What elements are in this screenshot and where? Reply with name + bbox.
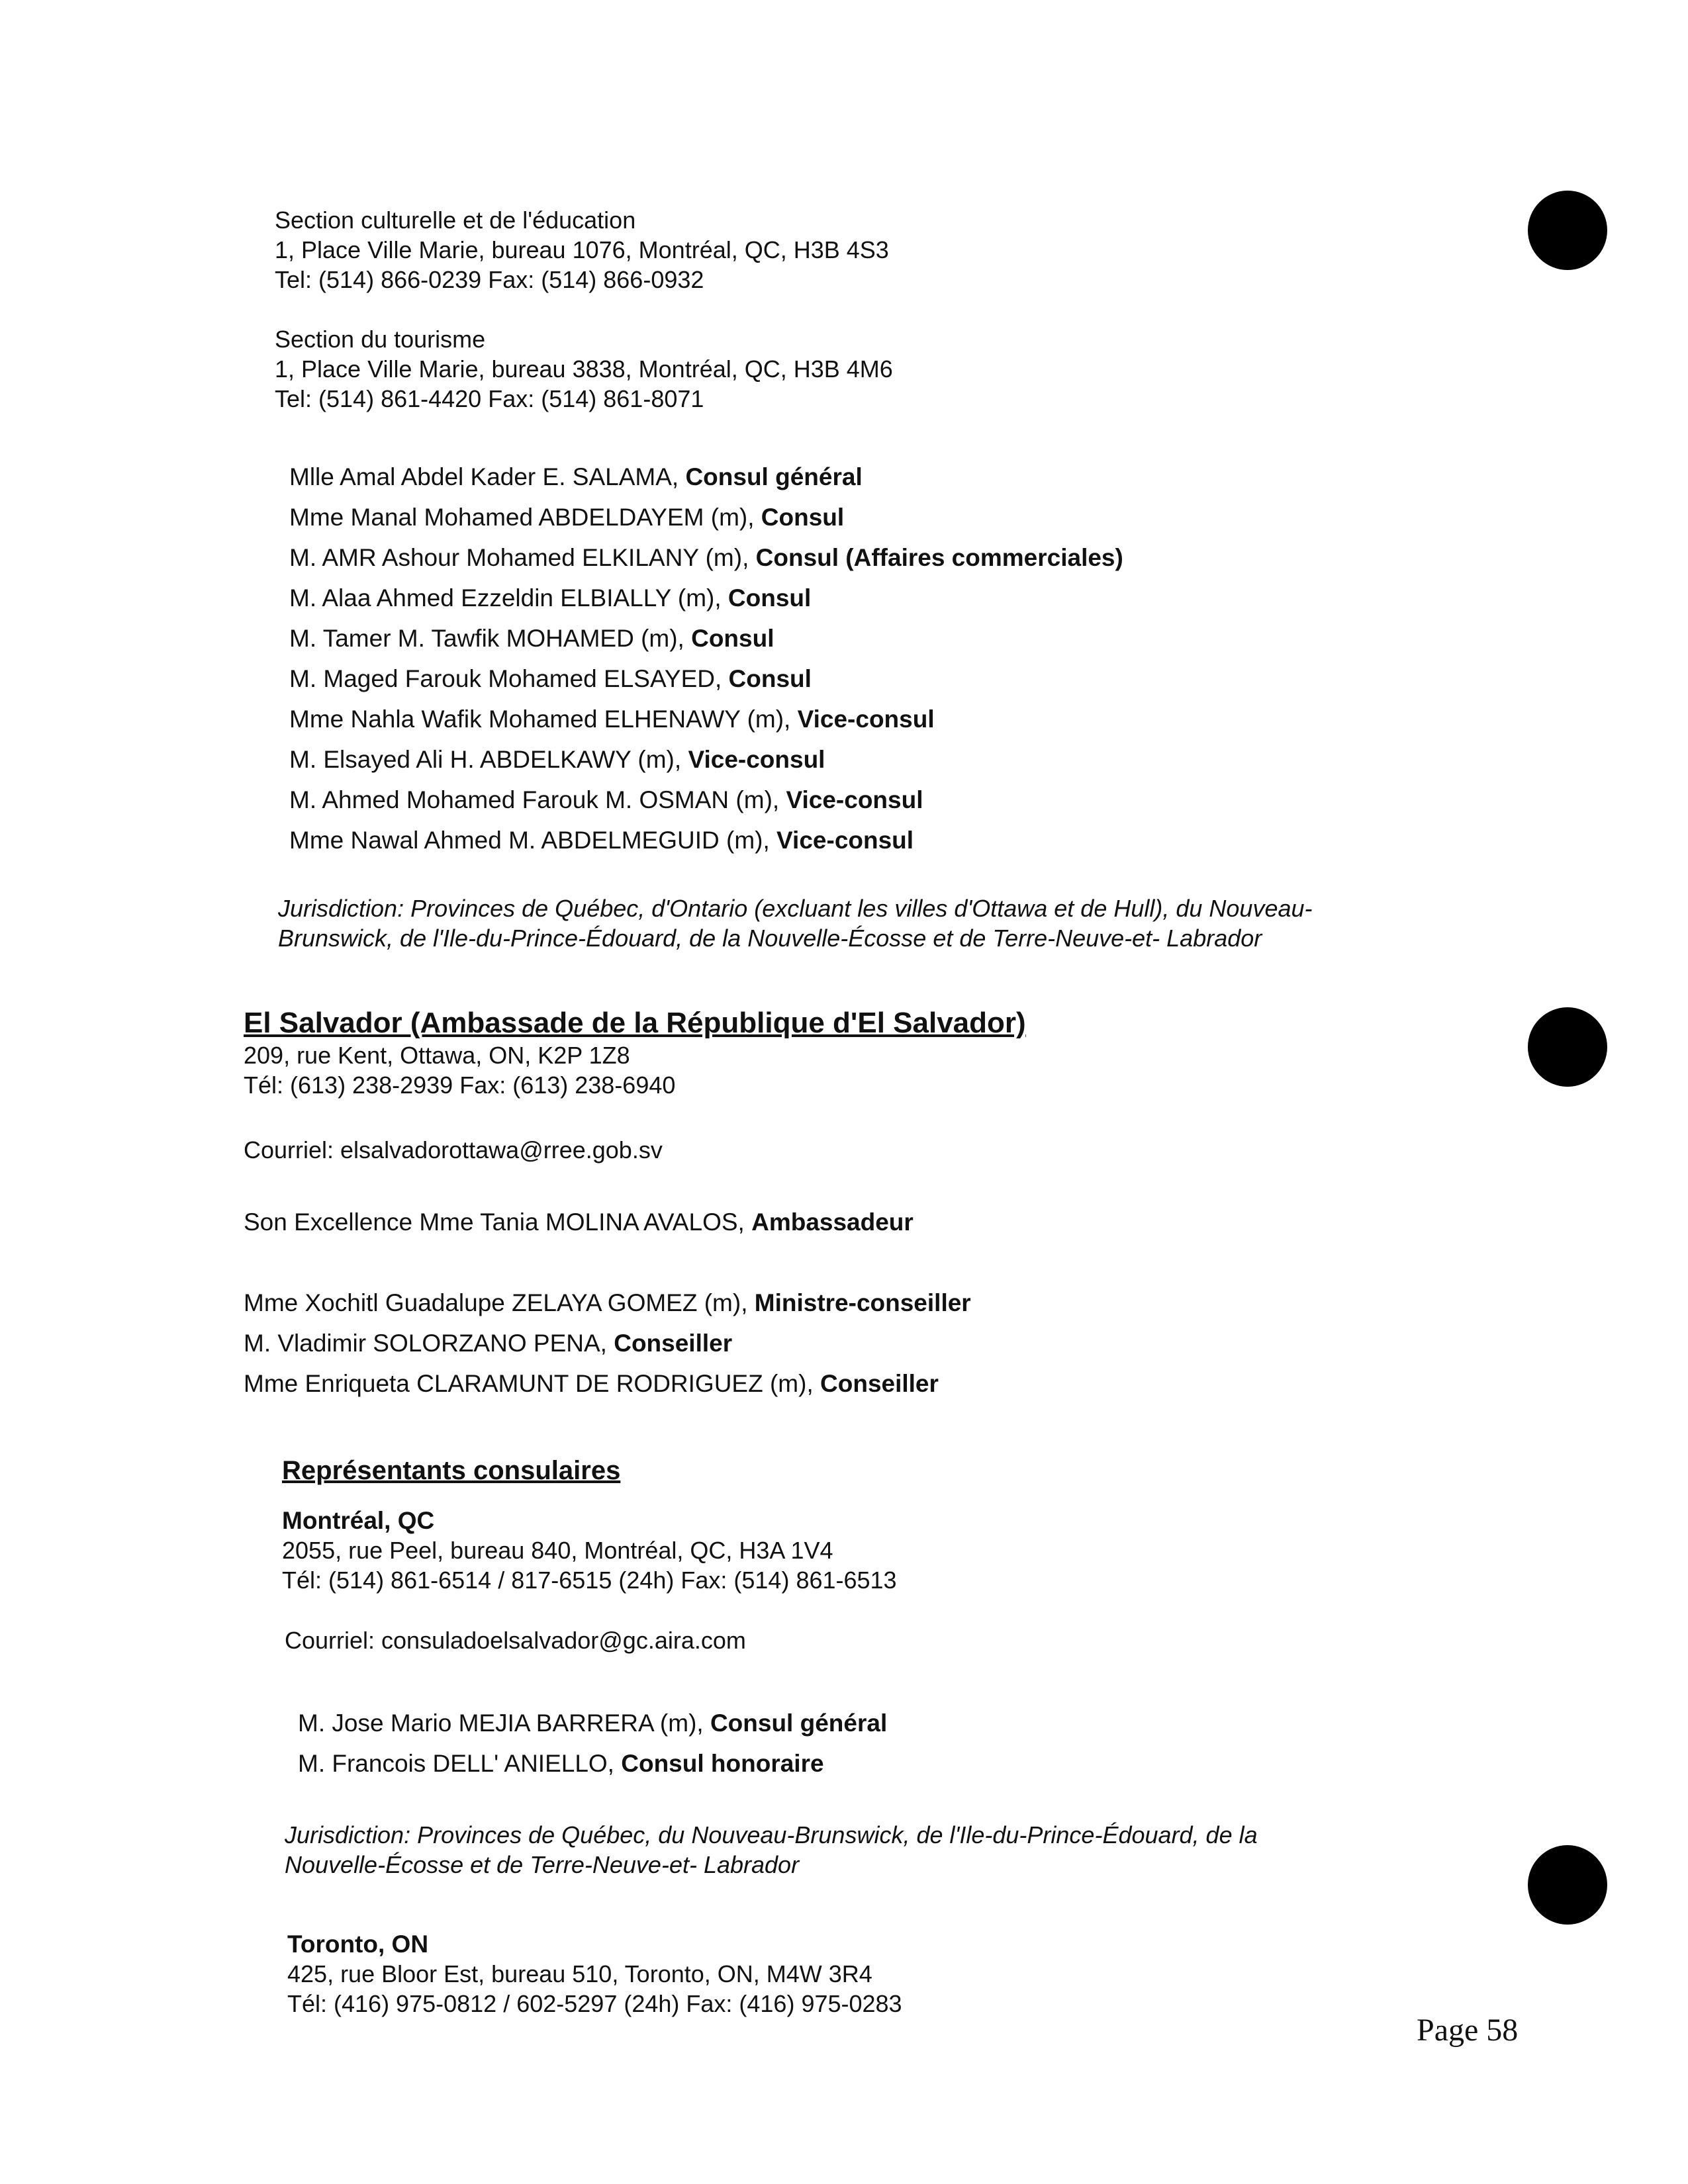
tourism-section-phone: Tel: (514) 861-4420 Fax: (514) 861-8071 xyxy=(275,385,704,412)
consular-heading: Représentants consulaires xyxy=(282,1456,621,1485)
person-title: Consul xyxy=(691,625,774,652)
egypt-jurisdiction xyxy=(278,893,1313,953)
city-name: Toronto, ON xyxy=(287,1931,429,1958)
consulate-phone: Tél: (514) 861-6514 / 817-6515 (24h) Fax: (514) 861-6513 xyxy=(282,1567,897,1594)
person-name: Mme Xochitl Guadalupe ZELAYA GOMEZ (m), xyxy=(244,1289,748,1316)
list-item xyxy=(289,537,1123,578)
consulate-address: 2055, rue Peel, bureau 840, Montréal, QC, H3A 1V4 xyxy=(282,1537,833,1564)
person-name: Mlle Amal Abdel Kader E. SALAMA, xyxy=(289,463,679,490)
person-name: M. Alaa Ahmed Ezzeldin ELBIALLY (m), xyxy=(289,584,722,612)
list-item xyxy=(298,1743,887,1784)
cultural-section-title: Section culturelle et de l'éducation xyxy=(275,206,636,234)
person-name: M. Elsayed Ali H. ABDELKAWY (m), xyxy=(289,746,682,773)
el-salvador-embassy xyxy=(244,1006,1026,1100)
embassy-address: 209, rue Kent, Ottawa, ON, K2P 1Z8 xyxy=(244,1042,630,1069)
jurisdiction-line: Nouvelle-Écosse et de Terre-Neuve-et- Labrador xyxy=(285,1851,800,1878)
cultural-section xyxy=(275,205,889,295)
person-title: Ambassadeur xyxy=(751,1208,914,1236)
jurisdiction-line: Jurisdiction: Provinces de Québec, du Nouveau-Brunswick, de l'Ile-du-Prince-Édouard, de la xyxy=(285,1821,1258,1848)
embassy-email: Courriel: elsalvadorottawa@rree.gob.sv xyxy=(244,1136,663,1163)
punch-hole-top xyxy=(1528,191,1607,270)
person-title: Consul (Affaires commerciales) xyxy=(755,544,1123,571)
tourism-section-address: 1, Place Ville Marie, bureau 3838, Montréal, QC, H3B 4M6 xyxy=(275,355,893,383)
person-title: Conseiller xyxy=(820,1370,939,1397)
person-title: Vice-consul xyxy=(786,786,923,813)
person-name: M. Maged Farouk Mohamed ELSAYED, xyxy=(289,665,722,692)
montreal-jurisdiction xyxy=(285,1820,1258,1880)
person-name: M. Jose Mario MEJIA BARRERA (m), xyxy=(298,1709,704,1737)
person-title: Conseiller xyxy=(614,1330,733,1357)
embassy-phone: Tél: (613) 238-2939 Fax: (613) 238-6940 xyxy=(244,1071,676,1099)
toronto-consulate xyxy=(287,1929,902,2019)
list-item xyxy=(289,820,1123,860)
city-name: Montréal, QC xyxy=(282,1507,435,1534)
consulate-phone: Tél: (416) 975-0812 / 602-5297 (24h) Fax: (416) 975-0283 xyxy=(287,1990,902,2017)
page-number: Page 58 xyxy=(1417,2013,1519,2048)
person-name: M. Ahmed Mohamed Farouk M. OSMAN (m), xyxy=(289,786,780,813)
person-name: Mme Manal Mohamed ABDELDAYEM (m), xyxy=(289,504,755,531)
list-item xyxy=(244,1363,971,1404)
person-title: Ministre-conseiller xyxy=(754,1289,971,1316)
cultural-section-phone: Tel: (514) 866-0239 Fax: (514) 866-0932 xyxy=(275,266,704,293)
list-item xyxy=(289,739,1123,780)
list-item xyxy=(244,1323,971,1363)
egypt-personnel-list xyxy=(289,457,1123,860)
person-title: Consul général xyxy=(685,463,863,490)
montreal-personnel-list xyxy=(298,1703,887,1784)
embassy-staff-list xyxy=(244,1283,971,1404)
person-title: Consul xyxy=(728,665,812,692)
person-title: Vice-consul xyxy=(688,746,825,773)
cultural-section-address: 1, Place Ville Marie, bureau 1076, Montréal, QC, H3B 4S3 xyxy=(275,236,889,263)
punch-hole-middle xyxy=(1528,1007,1607,1087)
tourism-section xyxy=(275,324,893,414)
person-name: Mme Nawal Ahmed M. ABDELMEGUID (m), xyxy=(289,827,770,854)
person-name: M. AMR Ashour Mohamed ELKILANY (m), xyxy=(289,544,749,571)
person-title: Consul général xyxy=(710,1709,888,1737)
consulate-address: 425, rue Bloor Est, bureau 510, Toronto, ON, M4W 3R4 xyxy=(287,1960,872,1987)
list-item xyxy=(289,457,1123,497)
person-name: Mme Enriqueta CLARAMUNT DE RODRIGUEZ (m), xyxy=(244,1370,814,1397)
list-item xyxy=(289,659,1123,699)
person-title: Vice-consul xyxy=(776,827,914,854)
person-title: Consul xyxy=(727,584,812,612)
list-item xyxy=(289,618,1123,659)
person-title: Consul xyxy=(761,504,845,531)
ambassador xyxy=(244,1202,914,1242)
montreal-consulate xyxy=(282,1506,897,1595)
person-name: Mme Nahla Wafik Mohamed ELHENAWY (m), xyxy=(289,705,791,733)
list-item xyxy=(289,497,1123,537)
person-name: M. Vladimir SOLORZANO PENA, xyxy=(244,1330,607,1357)
list-item xyxy=(289,699,1123,739)
list-item xyxy=(244,1283,971,1323)
list-item xyxy=(298,1703,887,1743)
person-name: M. Tamer M. Tawfik MOHAMED (m), xyxy=(289,625,684,652)
list-item xyxy=(289,578,1123,618)
list-item xyxy=(289,780,1123,820)
person-title: Consul honoraire xyxy=(621,1750,824,1777)
person-name: M. Francois DELL' ANIELLO, xyxy=(298,1750,614,1777)
person-title: Vice-consul xyxy=(797,705,935,733)
punch-hole-bottom xyxy=(1528,1845,1607,1925)
jurisdiction-line: Jurisdiction: Provinces de Québec, d'Ontario (excluant les villes d'Ottawa et de Hull), du Nouveau- xyxy=(278,895,1313,922)
section-heading: El Salvador (Ambassade de la République d'El Salvador) xyxy=(244,1007,1026,1039)
person-name: Son Excellence Mme Tania MOLINA AVALOS, xyxy=(244,1208,745,1236)
consulate-email: Courriel: consuladoelsalvador@gc.aira.com xyxy=(285,1627,746,1654)
jurisdiction-line: Brunswick, de l'Ile-du-Prince-Édouard, de la Nouvelle-Écosse et de Terre-Neuve-et- Labrador xyxy=(278,925,1262,952)
tourism-section-title: Section du tourisme xyxy=(275,326,486,353)
